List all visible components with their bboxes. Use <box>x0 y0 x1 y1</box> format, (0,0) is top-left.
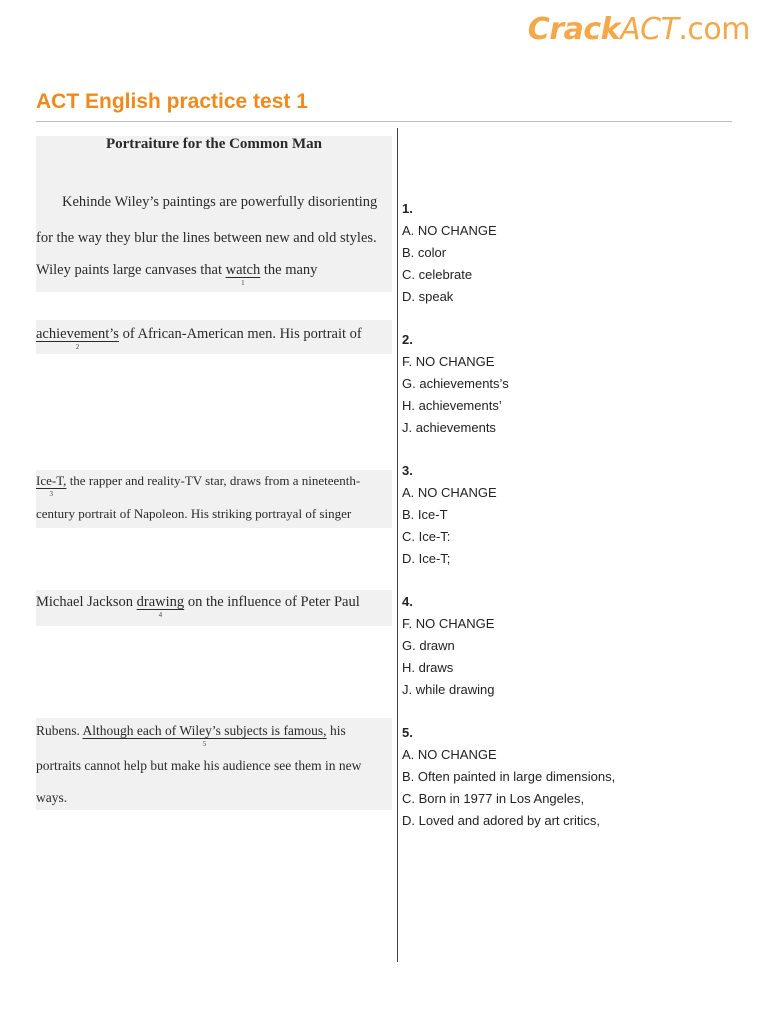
passage-text: of African-American men. His portrait of <box>118 326 362 342</box>
column-divider <box>397 128 398 962</box>
title-divider <box>36 121 732 122</box>
underlined-text: Ice-T, <box>36 473 67 488</box>
underlined-phrase-4[interactable] <box>136 594 185 619</box>
passage-block-3 <box>36 470 392 528</box>
answer-option[interactable]: F. NO CHANGE <box>402 354 495 369</box>
question-5 <box>402 722 615 832</box>
passage-text: Wiley paints large canvases that <box>36 262 226 278</box>
answer-option[interactable]: D. Ice-T; <box>402 551 451 566</box>
answer-option[interactable]: D. speak <box>402 289 454 304</box>
underlined-phrase-3[interactable] <box>36 473 67 498</box>
passage-line <box>36 262 318 287</box>
answer-option[interactable]: H. achievements’ <box>402 398 502 413</box>
underlined-phrase-5[interactable] <box>82 723 327 748</box>
answer-option[interactable]: C. Ice-T: <box>402 529 451 544</box>
passage-block-1 <box>36 136 392 292</box>
question-marker-2: 2 <box>75 343 80 351</box>
question-number: 2. <box>402 332 413 347</box>
underlined-text: watch <box>225 262 261 278</box>
question-marker-4: 4 <box>158 611 163 619</box>
answer-option[interactable]: B. Ice-T <box>402 507 448 522</box>
answer-option[interactable]: A. NO CHANGE <box>402 747 497 762</box>
passage-text: Michael Jackson <box>36 594 137 610</box>
underlined-phrase-1[interactable] <box>225 262 261 287</box>
answer-option[interactable]: J. while drawing <box>402 682 495 697</box>
underlined-text: Although each of Wiley’s subjects is famous, <box>82 723 327 738</box>
passage-text: Rubens. <box>36 723 83 738</box>
answer-option[interactable]: B. color <box>402 245 447 260</box>
question-2 <box>402 329 509 439</box>
answer-option[interactable]: C. celebrate <box>402 267 473 282</box>
question-1 <box>402 198 497 308</box>
passage-line: ways. <box>36 790 68 805</box>
passage-block-2 <box>36 320 392 354</box>
answer-option[interactable]: A. NO CHANGE <box>402 223 497 238</box>
question-number: 3. <box>402 463 413 478</box>
passage-text: his <box>326 723 346 738</box>
question-number: 1. <box>402 201 413 216</box>
passage-line <box>36 723 346 748</box>
passage-text: on the influence of Peter Paul <box>184 594 360 610</box>
passage-line: for the way they blur the lines between new and old styles. <box>36 230 377 246</box>
logo-act: ACT <box>620 12 679 47</box>
question-number: 4. <box>402 594 413 609</box>
passage-text: the rapper and reality-TV star, draws from a nineteenth- <box>66 473 361 488</box>
passage-line <box>36 594 360 619</box>
answer-option[interactable]: B. Often painted in large dimensions, <box>402 769 616 784</box>
passage-line: portraits cannot help but make his audience see them in new <box>36 758 362 773</box>
answer-option[interactable]: H. draws <box>402 660 454 675</box>
passage-title: Portraiture for the Common Man <box>105 136 323 152</box>
answer-option[interactable]: C. Born in 1977 in Los Angeles, <box>402 791 585 806</box>
page-title: ACT English practice test 1 <box>36 90 308 113</box>
question-marker-5: 5 <box>202 740 207 748</box>
question-marker-1: 1 <box>241 279 245 287</box>
answer-option[interactable]: G. achievements’s <box>402 376 509 391</box>
answer-option[interactable]: G. drawn <box>402 638 455 653</box>
passage-block-5 <box>36 718 392 810</box>
passage-line <box>36 326 362 351</box>
passage-line: Kehinde Wiley’s paintings are powerfully disorienting <box>62 194 378 210</box>
answer-option[interactable]: D. Loved and adored by art critics, <box>402 813 600 828</box>
logo-dotcom: .com <box>678 12 750 47</box>
question-marker-3: 3 <box>49 490 53 498</box>
question-number: 5. <box>402 725 413 740</box>
question-4 <box>402 591 495 701</box>
answer-option[interactable]: J. achievements <box>402 420 496 435</box>
logo-crack: Crack <box>527 12 621 47</box>
passage-block-4 <box>36 590 392 626</box>
question-3 <box>402 460 497 570</box>
passage-text: the many <box>260 262 318 278</box>
passage-line: century portrait of Napoleon. His striking portrayal of singer <box>36 506 352 521</box>
crackact-logo[interactable] <box>528 12 750 47</box>
underlined-text: achievement’s <box>36 326 119 342</box>
answer-option[interactable]: F. NO CHANGE <box>402 616 495 631</box>
underlined-text: drawing <box>136 594 185 610</box>
answer-option[interactable]: A. NO CHANGE <box>402 485 497 500</box>
underlined-phrase-2[interactable] <box>36 326 119 351</box>
passage-line <box>36 473 361 498</box>
